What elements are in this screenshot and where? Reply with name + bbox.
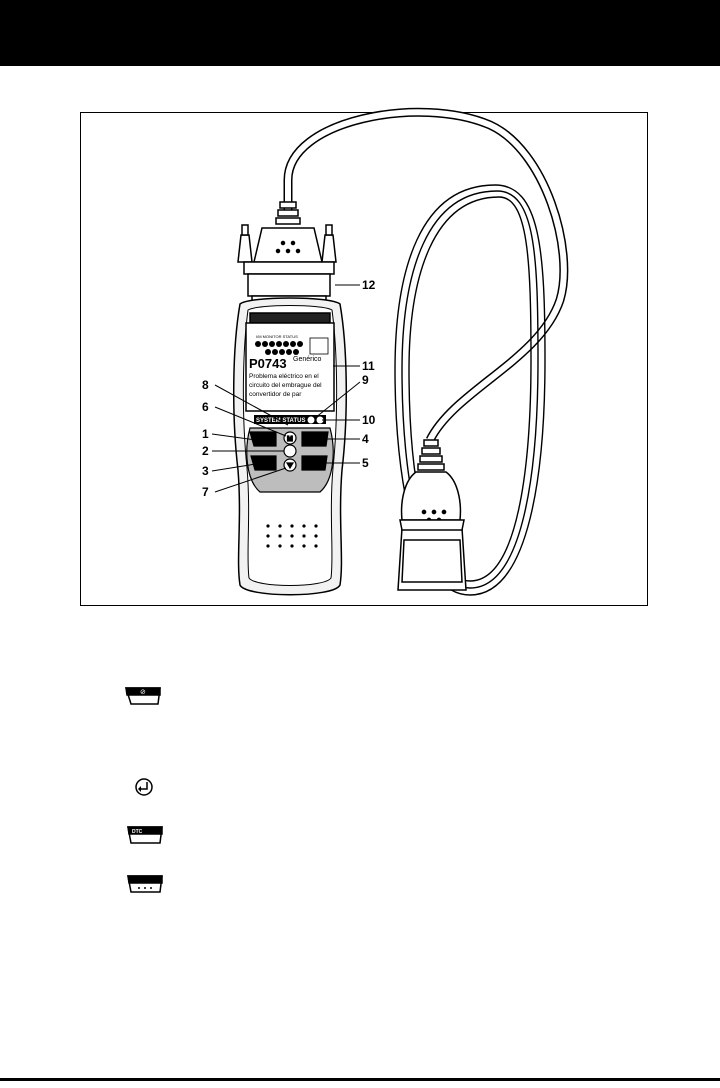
svg-text:⊘: ⊘	[140, 689, 146, 696]
screen-line-3: convertidor de par	[249, 391, 302, 398]
enter-key-icon	[136, 779, 152, 795]
keypad	[247, 428, 333, 492]
footer-rule	[0, 1078, 720, 1081]
callout-9: 9	[362, 373, 369, 387]
system-status-strip	[254, 415, 326, 424]
tool-connector	[238, 202, 336, 302]
callout-8: 8	[202, 378, 209, 392]
abs-button-label: ABS	[308, 461, 319, 467]
m-button-label: M	[287, 436, 293, 443]
dtc-key-icon	[128, 827, 162, 843]
screen-line-1: Problema eléctrico en el	[249, 373, 319, 380]
callout-11: 11	[362, 359, 375, 373]
system-status-label: SYSTEM STATUS	[256, 418, 306, 424]
callout-3: 3	[202, 464, 209, 478]
callout-1: 1	[202, 427, 209, 441]
callout-4: 4	[362, 432, 369, 446]
system-menu-key-icon	[128, 876, 162, 892]
callout-7: 7	[202, 485, 209, 499]
callout-2: 2	[202, 444, 209, 458]
callout-5: 5	[362, 456, 369, 470]
obd-connector	[398, 440, 466, 590]
screen-status-header: I/M MONITOR STATUS	[256, 334, 298, 339]
power-link-symbol: ⊘	[258, 438, 264, 444]
callout-12: 12	[362, 278, 376, 292]
callout-6: 6	[202, 400, 209, 414]
screen-code-type: Genérico	[293, 356, 322, 363]
callout-10: 10	[362, 413, 376, 427]
power-link-key-icon	[126, 688, 160, 704]
screen-line-2: circuito del embrague del	[249, 382, 322, 389]
screen-dtc-code: P0743	[249, 356, 287, 371]
dtc-key-label: DTC	[132, 829, 143, 835]
dtc-button-label: DTC	[254, 461, 265, 467]
